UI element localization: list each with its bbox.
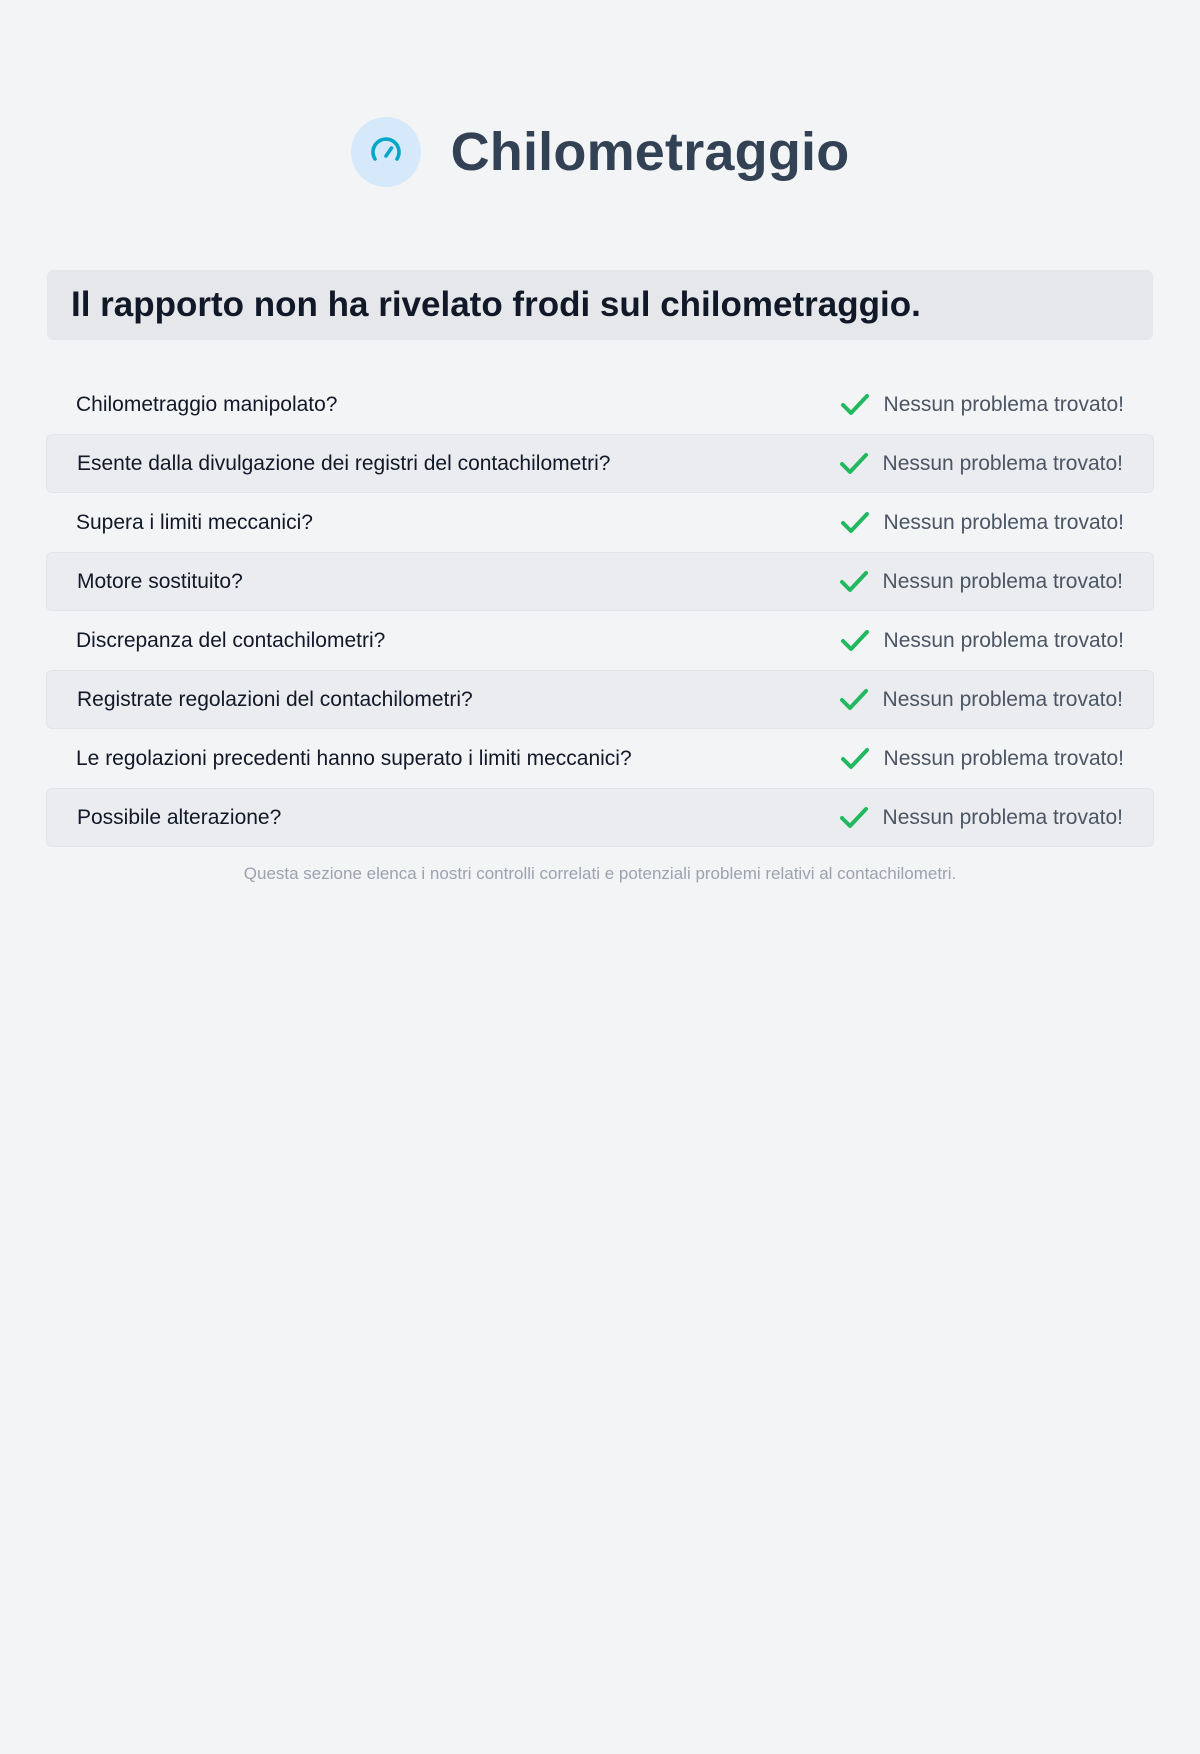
checkmark-icon — [839, 451, 869, 477]
check-label: Motore sostituito? — [77, 569, 243, 593]
check-row — [46, 670, 1154, 729]
check-row — [46, 611, 1154, 670]
check-status — [840, 510, 1124, 536]
checks-list — [46, 375, 1154, 847]
check-label: Discrepanza del contachilometri? — [76, 628, 386, 652]
checkmark-icon — [839, 687, 869, 713]
checkmark-icon — [839, 569, 869, 595]
check-status — [839, 805, 1123, 831]
check-row — [46, 375, 1154, 434]
check-status — [840, 392, 1124, 418]
result-banner — [47, 270, 1153, 340]
status-text: Nessun problema trovato! — [883, 510, 1124, 534]
check-label: Possibile alterazione? — [77, 805, 282, 829]
status-text: Nessun problema trovato! — [883, 628, 1124, 652]
check-label: Le regolazioni precedenti hanno superato i limiti meccanici? — [76, 746, 632, 770]
result-banner-text: Il rapporto non ha rivelato frodi sul chilometraggio. — [71, 285, 921, 324]
status-text: Nessun problema trovato! — [882, 569, 1123, 593]
status-text: Nessun problema trovato! — [883, 392, 1124, 416]
checkmark-icon — [840, 392, 870, 418]
page-title: Chilometraggio — [450, 122, 850, 182]
check-label: Esente dalla divulgazione dei registri del contachilometri? — [77, 451, 611, 475]
checkmark-icon — [840, 746, 870, 772]
section-footnote: Questa sezione elenca i nostri controlli correlati e potenziali problemi relativi al contachilometri. — [243, 864, 957, 883]
check-row — [46, 729, 1154, 788]
status-text: Nessun problema trovato! — [882, 687, 1123, 711]
checkmark-icon — [840, 628, 870, 654]
section-header — [0, 116, 1200, 188]
check-row — [46, 788, 1154, 847]
check-status — [840, 746, 1124, 772]
check-status — [839, 451, 1123, 477]
check-label: Registrate regolazioni del contachilometri? — [77, 687, 473, 711]
check-row — [46, 434, 1154, 493]
check-label: Supera i limiti meccanici? — [76, 510, 313, 534]
status-text: Nessun problema trovato! — [883, 746, 1124, 770]
check-status — [839, 569, 1123, 595]
check-status — [840, 628, 1124, 654]
speedometer-icon — [351, 117, 421, 187]
check-row — [46, 552, 1154, 611]
status-text: Nessun problema trovato! — [882, 451, 1123, 475]
check-row — [46, 493, 1154, 552]
status-text: Nessun problema trovato! — [882, 805, 1123, 829]
check-label: Chilometraggio manipolato? — [76, 392, 338, 416]
check-status — [839, 687, 1123, 713]
checkmark-icon — [840, 510, 870, 536]
checkmark-icon — [839, 805, 869, 831]
